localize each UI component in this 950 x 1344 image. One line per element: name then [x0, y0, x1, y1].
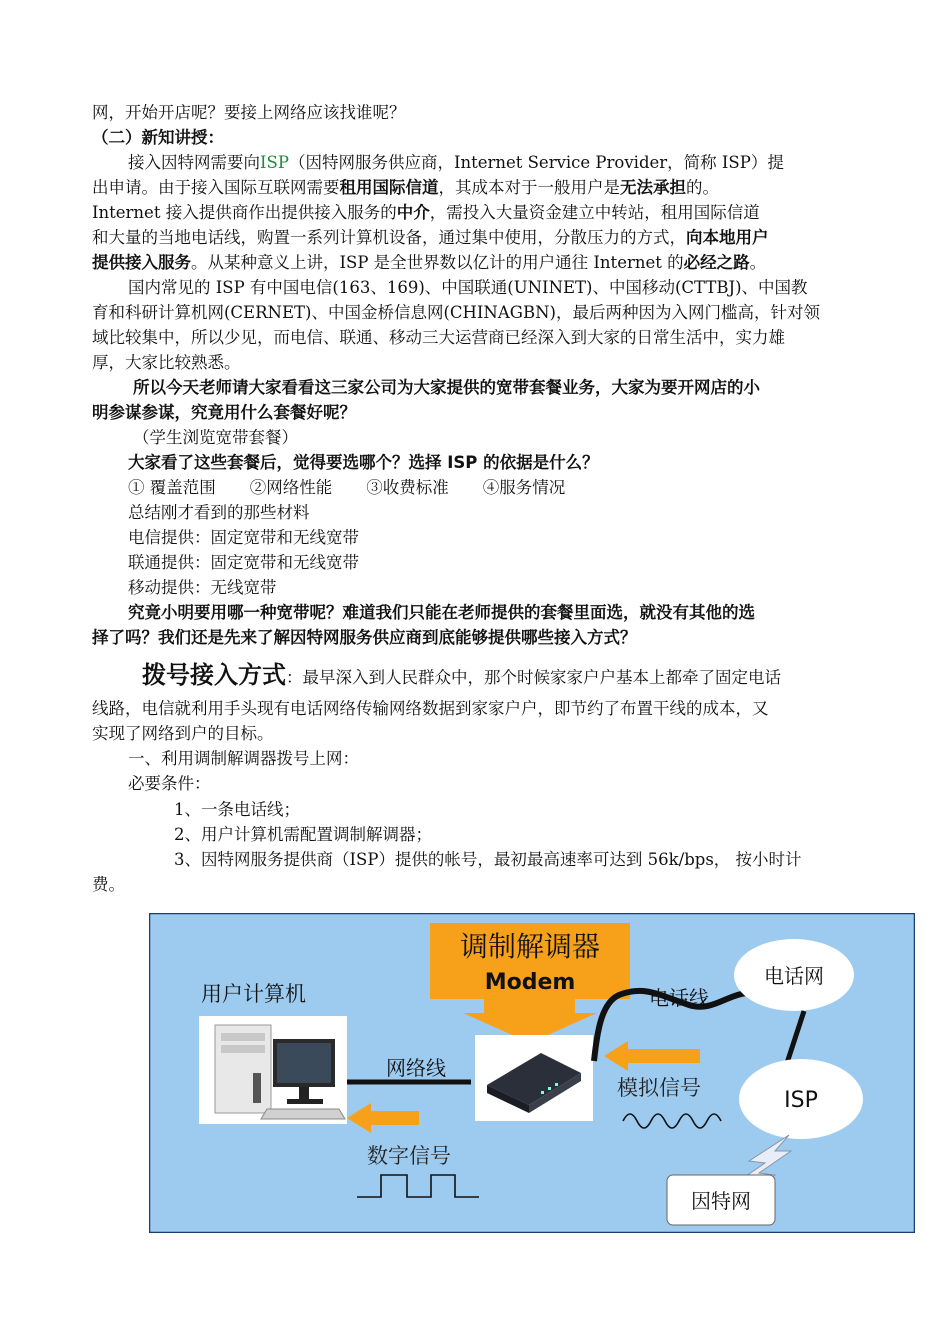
text-line: 网，开始开店呢？要接上网络应该找谁呢？ — [92, 103, 406, 122]
section-heading: （二）新知讲授： — [92, 128, 224, 147]
paragraph-line: 总结刚才看到的那些材料 — [128, 503, 310, 522]
modem-device-icon — [475, 1035, 593, 1121]
isp-highlight: ISP — [260, 153, 289, 172]
network-cable-label: 网络线 — [386, 1056, 446, 1080]
user-pc-label: 用户计算机 — [201, 982, 306, 1006]
modem-cn-label: 调制解调器 — [459, 930, 601, 963]
isp-node — [739, 1059, 863, 1139]
paragraph-line: 国内常见的 ISP 有中国电信(163、169)、中国联通(UNINET)、中国移动(CTTBJ)、中国教 — [128, 278, 808, 297]
options-row — [128, 476, 599, 500]
option-item: ③收费标准 — [366, 478, 449, 497]
paragraph-line: 提供接入服务。从某种意义上讲，ISP 是全世界数以亿计的用户通往 Internet 的必经之路。 — [92, 253, 767, 272]
method-heading: 拨号接入方式：最早深入到人民群众中，那个时候家家户户基本上都牵了固定电话 — [142, 661, 781, 689]
phone-network-cloud — [734, 939, 854, 1011]
analog-signal-label: 模拟信号 — [617, 1076, 701, 1100]
paragraph-line: 必要条件： — [128, 774, 211, 793]
list-item: 1、一条电话线； — [174, 800, 300, 819]
paragraph-line: 所以今天老师请大家看看这三家公司为大家提供的宽带套餐业务，大家为要开网店的小 — [133, 378, 760, 397]
digital-signal-label: 数字信号 — [367, 1144, 451, 1168]
list-item: 2、用户计算机需配置调制解调器； — [174, 825, 432, 844]
paragraph-line: （学生浏览宽带套餐） — [133, 428, 298, 447]
paragraph-line: 电信提供：固定宽带和无线宽带 — [128, 528, 359, 547]
paragraph-line: 和大量的当地电话线，购置一系列计算机设备，通过集中使用，分散压力的方式，向本地用户 — [92, 228, 769, 247]
paragraph-line: 一、利用调制解调器拨号上网： — [128, 749, 359, 768]
option-item: ②网络性能 — [249, 478, 333, 497]
paragraph-line: 移动提供：无线宽带 — [128, 578, 277, 597]
paragraph-line: 育和科研计算机网(CERNET)、中国金桥信息网(CHINAGBN)，最后两种因为入网门槛高，针对领 — [92, 303, 820, 322]
paragraph-line: 联通提供：固定宽带和无线宽带 — [128, 553, 359, 572]
phone-line-label: 电话线 — [649, 986, 709, 1010]
paragraph-line: 明参谋参谋，究竟用什么套餐好呢？ — [92, 403, 356, 422]
paragraph-line: 出申请。由于接入国际互联网需要租用国际信道，其成本对于一般用户是无法承担的。 — [92, 178, 719, 197]
computer-icon — [199, 1016, 347, 1124]
paragraph-line: 厚，大家比较熟悉。 — [92, 353, 241, 372]
internet-box — [667, 1175, 775, 1225]
option-item: ④服务情况 — [482, 478, 566, 497]
svg-text:ISP: ISP — [784, 1088, 818, 1113]
modem-en-label: Modem — [484, 970, 576, 995]
paragraph-line: 择了吗？我们还是先来了解因特网服务供应商到底能够提供哪些接入方式？ — [92, 628, 637, 647]
option-item: ① 覆盖范围 — [128, 478, 216, 497]
paragraph-line: 大家看了这些套餐后，觉得要选哪个？选择 ISP 的依据是什么？ — [128, 453, 599, 472]
list-item: 3、因特网服务提供商（ISP）提供的帐号，最初最高速率可达到 56k/bps， 按小时计 — [174, 850, 802, 869]
paragraph-line: 费。 — [92, 875, 125, 894]
paragraph-line: 究竟小明要用哪一种宽带呢？难道我们只能在老师提供的套餐里面选，就没有其他的选 — [128, 603, 755, 622]
paragraph-line: 实现了网络到户的目标。 — [92, 724, 274, 743]
paragraph-line: 接入因特网需要向ISP（因特网服务供应商，Internet Service Provider，简称 ISP）提 — [128, 153, 784, 172]
paragraph-line: 线路，电信就利用手头现有电话网络传输网络数据到家家户户，即节约了布置干线的成本，又 — [92, 699, 769, 718]
svg-text:因特网: 因特网 — [691, 1189, 751, 1213]
modem-diagram — [149, 913, 915, 1233]
svg-text:电话网: 电话网 — [764, 964, 824, 988]
paragraph-line: 域比较集中，所以少见，而电信、联通、移动三大运营商已经深入到大家的日常生活中，实力雄 — [92, 328, 785, 347]
paragraph-line: Internet 接入提供商作出提供接入服务的中介，需投入大量资金建立中转站，租用国际信道 — [92, 203, 760, 222]
